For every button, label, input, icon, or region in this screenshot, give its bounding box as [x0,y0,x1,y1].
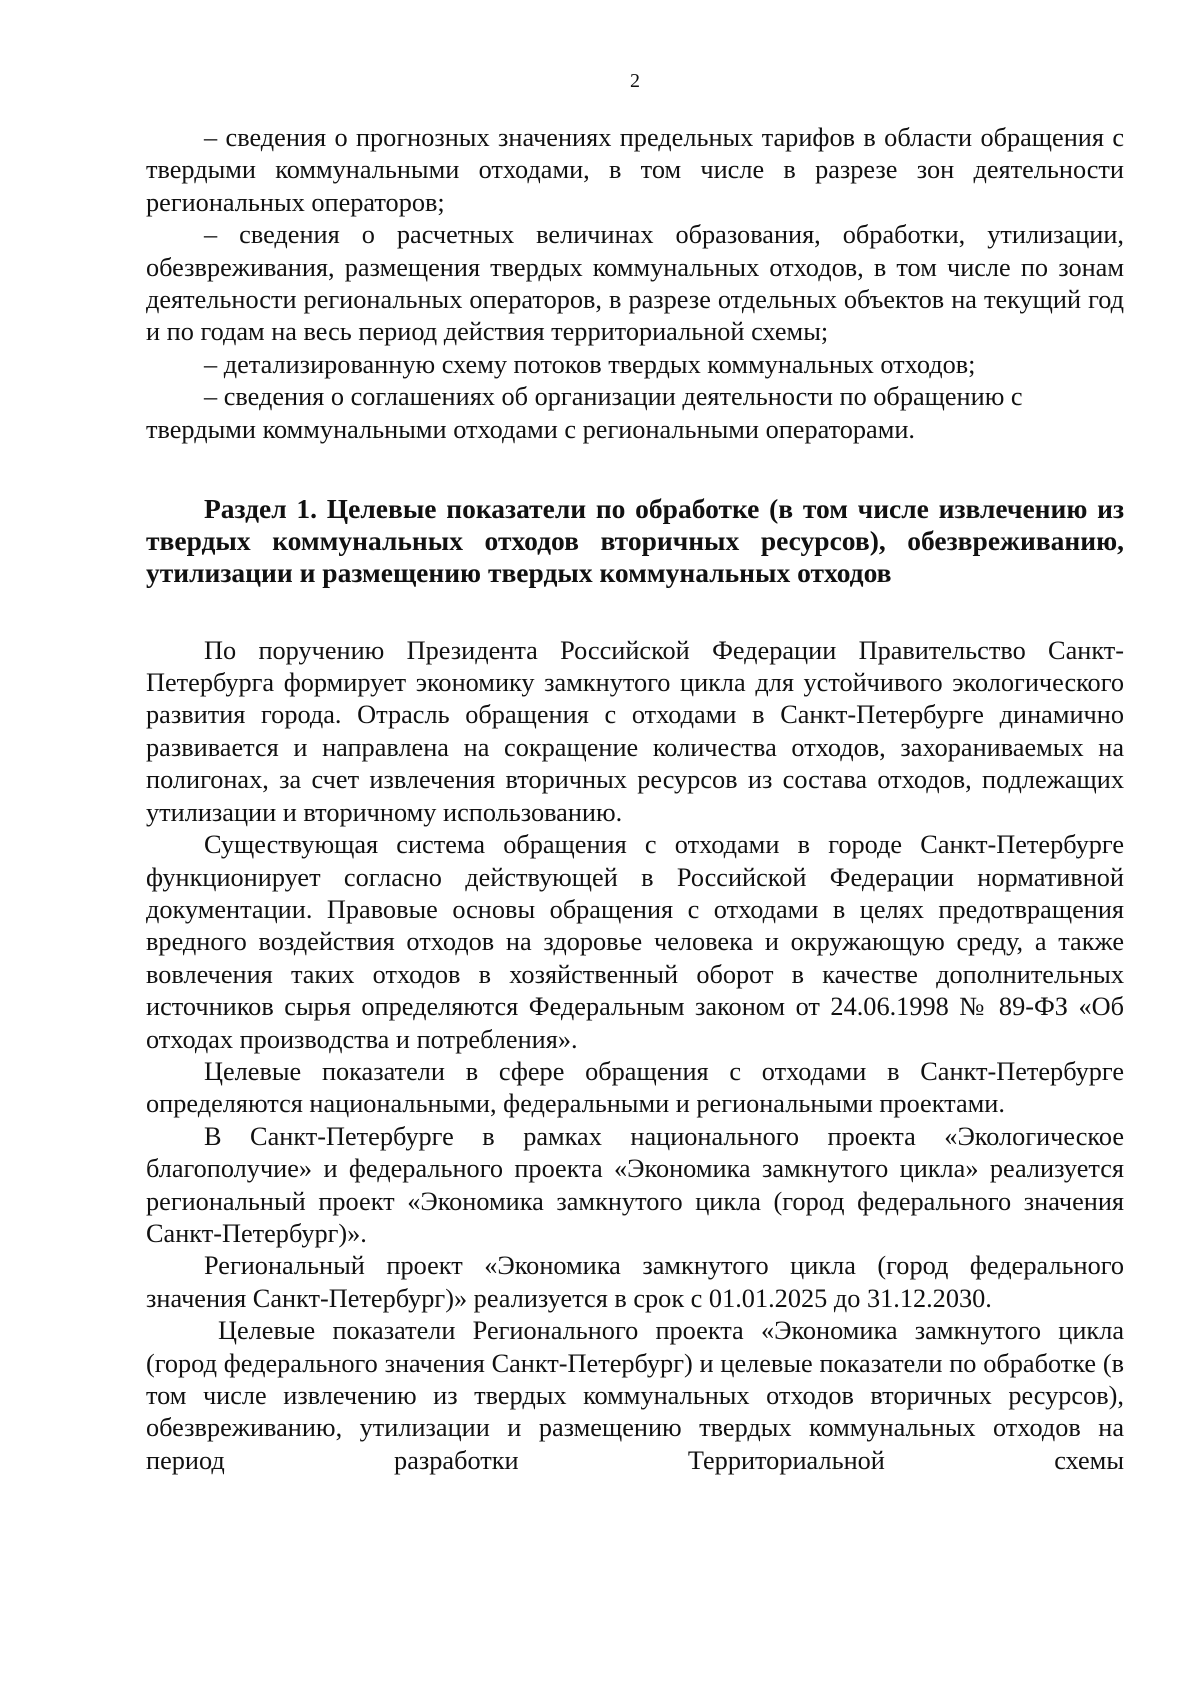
body-paragraph: В Санкт-Петербурге в рамках национального проекта «Экологическое благополучие» и федерального проекта «Экономика замкнутого цикла» реализуется региональный проект «Экономика замкнутого цикла (город федерального значения Санкт-Петербург)». [146,1121,1124,1248]
list-item: – сведения о прогнозных значениях предельных тарифов в области обращения с твердыми коммунальными отходами, в том числе в разрезе зон деятельности региональных операторов; [146,123,1124,217]
list-item: – сведения о расчетных величинах образования, обработки, утилизации, обезвреживания, размещения твердых коммунальных отходов, в том числе по зонам деятельности региональных операторов, в разрезе отдельных объектов на текущий год и по годам на весь период действия территориальной схемы; [146,220,1124,347]
section-heading: Раздел 1. Целевые показатели по обработке (в том числе извлечению из твердых коммунальных отходов вторичных ресурсов), обезвреживанию, утилизации и размещению твердых коммунальных отходов [146,493,1124,589]
page-number: 2 [630,70,640,92]
body-paragraph: По поручению Президента Российской Федерации Правительство Санкт-Петербурга формирует экономику замкнутого цикла для устойчивого экологического развития города. Отрасль обращения с отходами в Санкт-Петербурге динамично развивается и направлена на сокращение количества отходов, захораниваемых на полигонах, за счет извлечения вторичных ресурсов из состава отходов, подлежащих утилизации и вторичному использованию. [146,635,1124,827]
list-item: – сведения о соглашениях об организации деятельности по обращению с твердыми коммунальными отходами с региональными операторами. [146,382,1023,444]
document-page [146,70,1124,1477]
section-body [146,635,1124,1478]
body-paragraph: Целевые показатели Регионального проекта «Экономика замкнутого цикла (город федерального значения Санкт-Петербург) и целевые показатели по обработке (в том числе извлечению из твердых коммунальных отходов вторичных ресурсов), обезвреживанию, утилизации и размещению твердых коммунальных отходов на период разработки Территориальной схемы [146,1316,1124,1475]
body-paragraph: Существующая система обращения с отходами в городе Санкт-Петербурге функционирует согласно действующей в Российской Федерации нормативной документации. Правовые основы обращения с отходами в целях предотвращения вредного воздействия отходов на здоровье человека и окружающую среду, а также вовлечения таких отходов в хозяйственный оборот в качестве дополнительных источников сырья определяются Федеральным законом от 24.06.1998 № 89-ФЗ «Об отходах производства и потребления». [146,830,1124,1054]
list-item: – детализированную схему потоков твердых коммунальных отходов; [204,349,976,379]
body-paragraph: Целевые показатели в сфере обращения с отходами в Санкт-Петербурге определяются национальными, федеральными и региональными проектами. [146,1056,1124,1119]
information-list [146,122,1124,446]
body-paragraph: Региональный проект «Экономика замкнутого цикла (город федерального значения Санкт-Петербург)» реализуется в срок с 01.01.2025 до 31.12.2030. [146,1251,1124,1313]
